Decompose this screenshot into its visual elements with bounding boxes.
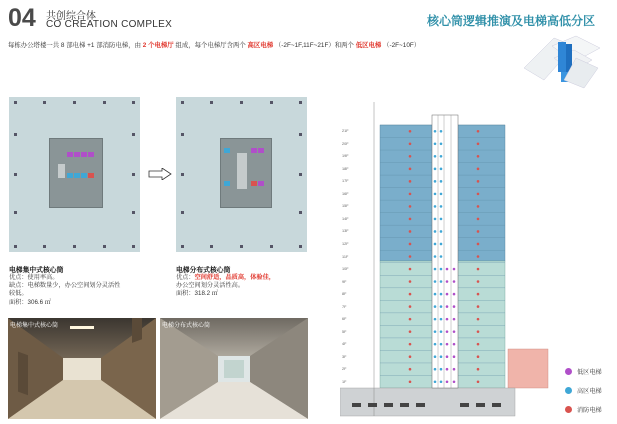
elevator-stop-dot bbox=[453, 343, 456, 346]
fire-elevator-dot bbox=[409, 355, 412, 358]
fire-elevator-dot bbox=[409, 230, 412, 233]
elevator-stop-dot bbox=[446, 305, 449, 308]
arrow-right-icon bbox=[148, 168, 172, 180]
pros-highlight: 空间舒适，品质高，体验佳， bbox=[194, 274, 275, 281]
elevator-stop-dot bbox=[453, 355, 456, 358]
intro-paragraph bbox=[8, 40, 420, 49]
elevator-stop-dot bbox=[434, 205, 437, 208]
legend bbox=[565, 367, 615, 424]
floor-label: 15F bbox=[342, 204, 349, 209]
core-centralized bbox=[49, 138, 103, 208]
elevator-stop-dot bbox=[434, 318, 437, 321]
caption-centralized-title: 电梯集中式核心筒 bbox=[9, 267, 64, 274]
elevator-stop-dot bbox=[446, 368, 449, 371]
elevator-stop-dot bbox=[434, 168, 437, 171]
fire-elevator-dot bbox=[477, 343, 480, 346]
caption-distributed bbox=[176, 264, 326, 299]
caption-distributed-area: 面积：318.2 ㎡ bbox=[176, 290, 218, 298]
elevator-stop-dot bbox=[453, 268, 456, 271]
elevator-stop-dot bbox=[434, 130, 437, 133]
floor-label: 2F bbox=[342, 367, 347, 372]
elevator-stop-dot bbox=[434, 293, 437, 296]
floor-label: 20F bbox=[342, 141, 349, 146]
fire-elevator-dot bbox=[477, 218, 480, 221]
elevator-stop-dot bbox=[440, 155, 443, 158]
caption-centralized-cons: 缺点：电梯数量少，办公空间划分灵活性 bbox=[9, 282, 121, 290]
elevator-stop-dot bbox=[446, 330, 449, 333]
elevator-stop-dot bbox=[440, 218, 443, 221]
plan-centralized bbox=[9, 97, 140, 252]
elevator-stop-dot bbox=[434, 255, 437, 258]
caption-centralized-pros: 优点：使用率高。 bbox=[9, 274, 59, 281]
elevator-stop-dot bbox=[434, 280, 437, 283]
section-number: 04 bbox=[8, 4, 36, 32]
intro-text-2: 组成，每个电梯厅含两个 bbox=[175, 42, 246, 49]
elevator-stop-dot bbox=[434, 230, 437, 233]
fire-elevator-dot bbox=[409, 380, 412, 383]
fire-elevator-dot bbox=[409, 368, 412, 371]
elevator-stop-dot bbox=[434, 330, 437, 333]
fire-elevator-dot bbox=[477, 180, 480, 183]
fire-elevator-dot bbox=[477, 330, 480, 333]
fire-elevator-dot bbox=[409, 280, 412, 283]
fire-elevator-dot bbox=[477, 368, 480, 371]
elevator-stop-dot bbox=[453, 330, 456, 333]
elevator-stop-dot bbox=[434, 305, 437, 308]
fire-elevator-dot bbox=[477, 142, 480, 145]
floor-label: 17F bbox=[342, 179, 349, 184]
fire-elevator-dot bbox=[477, 168, 480, 171]
fire-elevator-dot bbox=[409, 205, 412, 208]
lobby-illustration-distributed bbox=[160, 318, 308, 419]
elevator-stop-dot bbox=[453, 318, 456, 321]
floor-label: 10F bbox=[342, 267, 349, 272]
fire-elevator-dot bbox=[409, 255, 412, 258]
elevator-stop-dot bbox=[440, 230, 443, 233]
tower-thumbnail bbox=[514, 28, 606, 96]
fire-elevator-dot bbox=[477, 230, 480, 233]
floor-label: 4F bbox=[342, 342, 347, 347]
lobby-illustration-centralized bbox=[8, 318, 156, 419]
legend-label: 高区电梯 bbox=[577, 388, 602, 395]
fire-elevator-dot bbox=[409, 218, 412, 221]
floor-label: 3F bbox=[342, 354, 347, 359]
project-title-cn: 共创综合体 bbox=[46, 11, 96, 22]
floor-label: 5F bbox=[342, 329, 347, 334]
floor-label: 16F bbox=[342, 191, 349, 196]
photo-label-centralized: 电梯集中式核心筒 bbox=[10, 323, 59, 329]
floor-label: 11F bbox=[342, 254, 349, 259]
elevator-stop-dot bbox=[440, 205, 443, 208]
core-distributed bbox=[220, 138, 272, 208]
fire-elevator-dot bbox=[477, 293, 480, 296]
legend-dot-icon bbox=[565, 406, 572, 413]
floor-label: 8F bbox=[342, 292, 347, 297]
photo-centralized-lobby bbox=[8, 318, 156, 419]
fire-elevator-dot bbox=[477, 205, 480, 208]
floor-label: 18F bbox=[342, 166, 349, 171]
fire-elevator-dot bbox=[477, 280, 480, 283]
elevator-stop-dot bbox=[434, 142, 437, 145]
floor-label: 7F bbox=[342, 304, 347, 309]
elevator-stop-dot bbox=[446, 380, 449, 383]
floor-label: 6F bbox=[342, 317, 347, 322]
elevator-stop-dot bbox=[440, 142, 443, 145]
elevator-stop-dot bbox=[440, 130, 443, 133]
legend-item bbox=[565, 386, 615, 395]
legend-item bbox=[565, 405, 615, 414]
elevator-stop-dot bbox=[434, 343, 437, 346]
fire-elevator-dot bbox=[409, 193, 412, 196]
caption-centralized-cons-cont: 较低。 bbox=[9, 290, 28, 298]
elevator-stop-dot bbox=[434, 155, 437, 158]
elevator-stop-dot bbox=[453, 380, 456, 383]
fire-elevator-dot bbox=[477, 243, 480, 246]
elevator-stop-dot bbox=[440, 180, 443, 183]
elevator-stop-dot bbox=[453, 305, 456, 308]
elevator-stop-dot bbox=[434, 268, 437, 271]
elevator-stop-dot bbox=[440, 280, 443, 283]
floor-label: 1F bbox=[342, 379, 347, 384]
elevator-stop-dot bbox=[446, 343, 449, 346]
caption-distributed-pros-cont: 办公空间划分灵活性高。 bbox=[176, 282, 245, 290]
elevator-stop-dot bbox=[446, 268, 449, 271]
elevator-stop-dot bbox=[440, 243, 443, 246]
fire-elevator-dot bbox=[477, 255, 480, 258]
intro-text-3: （-2F~1F,11F~21F）和两个 bbox=[274, 42, 354, 49]
elevator-stop-dot bbox=[440, 255, 443, 258]
elevator-stop-dot bbox=[434, 193, 437, 196]
fire-elevator-dot bbox=[409, 130, 412, 133]
fire-elevator-dot bbox=[477, 380, 480, 383]
elevator-stop-dot bbox=[453, 293, 456, 296]
caption-centralized bbox=[9, 264, 159, 307]
legend-dot-icon bbox=[565, 387, 572, 394]
elevator-stop-dot bbox=[440, 293, 443, 296]
intro-text-1: 每栋办公塔楼一共 8 部电梯 +1 部消防电梯，由 bbox=[8, 42, 141, 49]
section-diagram bbox=[340, 100, 555, 418]
elevator-stop-dot bbox=[434, 380, 437, 383]
elevator-stop-dot bbox=[434, 368, 437, 371]
intro-highlight-low: 低区电梯 bbox=[355, 42, 382, 49]
floor-label: 9F bbox=[342, 279, 347, 284]
floor-label: 13F bbox=[342, 229, 349, 234]
elevator-stop-dot bbox=[446, 355, 449, 358]
fire-elevator-dot bbox=[409, 180, 412, 183]
elevator-stop-dot bbox=[453, 368, 456, 371]
elevator-stop-dot bbox=[440, 355, 443, 358]
fire-elevator-dot bbox=[409, 318, 412, 321]
floor-label: 14F bbox=[342, 216, 349, 221]
elevator-stop-dot bbox=[440, 305, 443, 308]
legend-label: 低区电梯 bbox=[577, 369, 602, 376]
fire-elevator-dot bbox=[409, 168, 412, 171]
fire-elevator-dot bbox=[409, 343, 412, 346]
floor-label: 12F bbox=[342, 241, 349, 246]
elevator-stop-dot bbox=[440, 193, 443, 196]
floor-label: 21F bbox=[342, 129, 349, 134]
intro-highlight-high: 高区电梯 bbox=[247, 42, 274, 49]
fire-elevator-dot bbox=[409, 243, 412, 246]
caption-distributed-pros bbox=[176, 274, 326, 282]
elevator-stop-dot bbox=[434, 243, 437, 246]
fire-elevator-dot bbox=[477, 193, 480, 196]
elevator-stop-dot bbox=[453, 280, 456, 283]
elevator-stop-dot bbox=[446, 280, 449, 283]
photo-label-distributed: 电梯分布式核心筒 bbox=[162, 323, 211, 329]
fire-elevator-dot bbox=[477, 318, 480, 321]
elevator-stop-dot bbox=[440, 343, 443, 346]
plan-distributed bbox=[176, 97, 307, 252]
floor-label: 19F bbox=[342, 154, 349, 159]
elevator-stop-dot bbox=[440, 318, 443, 321]
fire-elevator-dot bbox=[409, 268, 412, 271]
fire-elevator-dot bbox=[477, 155, 480, 158]
elevator-zoning-section bbox=[340, 100, 555, 418]
intro-text-4: （-2F~10F） bbox=[383, 42, 421, 49]
elevator-stop-dot bbox=[440, 380, 443, 383]
caption-distributed-title: 电梯分布式核心筒 bbox=[176, 267, 231, 274]
project-title-en: CO CREATION COMPLEX bbox=[46, 19, 173, 30]
elevator-stop-dot bbox=[440, 168, 443, 171]
legend-dot-icon bbox=[565, 368, 572, 375]
elevator-stop-dot bbox=[434, 218, 437, 221]
fire-elevator-dot bbox=[477, 268, 480, 271]
elevator-stop-dot bbox=[446, 318, 449, 321]
elevator-stop-dot bbox=[440, 330, 443, 333]
fire-elevator-dot bbox=[409, 305, 412, 308]
elevator-stop-dot bbox=[440, 268, 443, 271]
fire-elevator-dot bbox=[477, 130, 480, 133]
page-heading: 核心筒逻辑推演及电梯高低分区 bbox=[427, 14, 596, 28]
fire-elevator-dot bbox=[477, 305, 480, 308]
fire-elevator-dot bbox=[477, 355, 480, 358]
fire-elevator-dot bbox=[409, 155, 412, 158]
elevator-stop-dot bbox=[434, 180, 437, 183]
photo-distributed-lobby bbox=[160, 318, 308, 419]
fire-elevator-dot bbox=[409, 142, 412, 145]
pros-label: 优点： bbox=[176, 274, 195, 281]
elevator-stop-dot bbox=[446, 293, 449, 296]
elevator-stop-dot bbox=[440, 368, 443, 371]
caption-centralized-area: 面积：306.6 ㎡ bbox=[9, 298, 51, 306]
legend-item bbox=[565, 367, 615, 376]
elevator-stop-dot bbox=[434, 355, 437, 358]
fire-elevator-dot bbox=[409, 293, 412, 296]
legend-label: 消防电梯 bbox=[577, 407, 602, 414]
intro-highlight-halls: 2 个电梯厅 bbox=[142, 42, 174, 49]
fire-elevator-dot bbox=[409, 330, 412, 333]
